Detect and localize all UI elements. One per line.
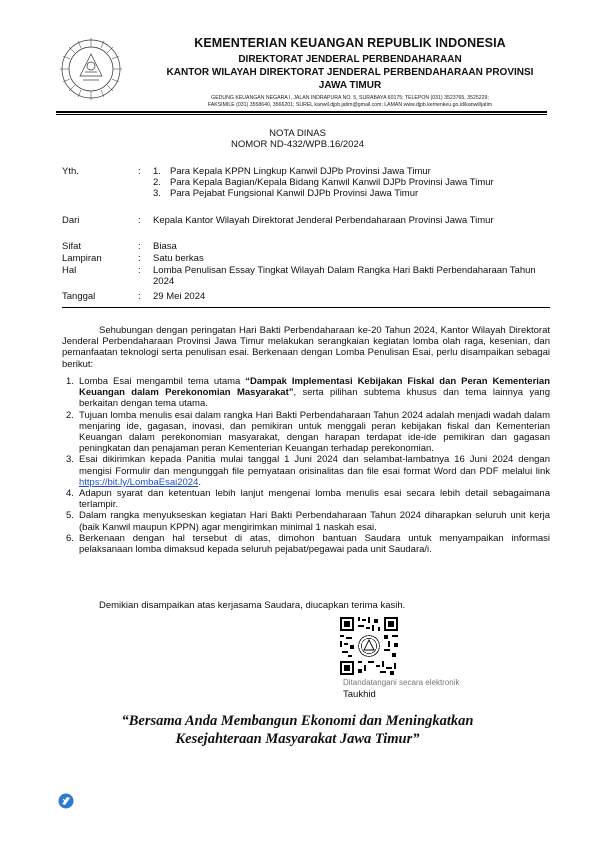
- ministry-emblem-icon: [58, 36, 124, 102]
- signatory-name: Taukhid: [343, 689, 376, 700]
- item-text: , serta pilihan subtema khusus dan tema lainnya yang berkaitan dengan tema utama.: [79, 387, 550, 410]
- item-text: Tujuan lomba menulis esai dalam rangka Hari Bakti Perbendaharaan Tahun 2024 adalah menjadi wadah dalam menjaring ide, gagasan, inovasi, dan pemikiran untuk menggali peran kebijakan fiskal dan Kementerian Keuangan dalam perekonomian masyarakat, dengan harapan terdapat ide-ide pemikiran dan gagasan peningkatan dan penajaman peran Kementerian Keuangan terhadap perekonomian.: [79, 409, 550, 455]
- tanggal-label: Tanggal: [62, 291, 96, 302]
- list-number: 2.: [66, 409, 74, 421]
- list-item: [62, 410, 550, 455]
- office-name-line2: JAWA TIMUR: [318, 80, 382, 91]
- list-item: [62, 376, 550, 410]
- directorate-name: DIREKTORAT JENDERAL PERBENDAHARAAN: [238, 54, 462, 65]
- item-text: .: [198, 476, 201, 488]
- date-value: 29 Mei 2024: [153, 291, 206, 302]
- list-number: 1.: [66, 376, 74, 387]
- office-name-line1: KANTOR WILAYAH DIREKTORAT JENDERAL PERBENDAHARAAN PROVINSI: [166, 67, 534, 78]
- header-divider-thin: [56, 114, 547, 115]
- list-item: [62, 454, 550, 488]
- address-line2: FAKSIMILE (031) 3558640, 3566201; SUREL kanwil.djpb.jatim@gmail.com; LAMAN www.djpb.kemenkeu.go.id/kanwil/jatim: [207, 102, 493, 108]
- submission-link[interactable]: https://bit.ly/LombaEsai2024: [79, 476, 199, 488]
- sifat-label: Sifat: [62, 241, 82, 252]
- list-item: [62, 533, 550, 555]
- motto-line1: “Bersama Anda Membangun Ekonomi dan Meningkatkan: [121, 713, 474, 729]
- item-text: Berkenaan dengan hal tersebut di atas, dimohon bantuan Saudara untuk menyampaikan informasi pelaksanaan lomba dimaksud kepada seluruh pejabat/pegawai pada unit Saudara/i.: [79, 532, 550, 556]
- ministry-name: KEMENTERIAN KEUANGAN REPUBLIK INDONESIA: [194, 36, 506, 50]
- dari-label: Dari: [62, 215, 80, 226]
- list-number: 3.: [66, 454, 74, 466]
- subject-value: Lomba Penulisan Essay Tingkat Wilayah Dalam Rangka Hari Bakti Perbendaharaan Tahun 2024: [153, 265, 536, 287]
- recipient-item: [153, 177, 548, 188]
- document-badge-icon: [58, 793, 74, 809]
- recipient-item: [153, 166, 548, 177]
- intro-paragraph: Sehubungan dengan peringatan Hari Bakti Perbendaharaan ke-20 Tahun 2024, Kantor Wilayah Direktorat Jenderal Perbendaharaan Provinsi Jawa Timur melakukan serangkaian kegiatan lomba olah raga, kesenian, dan pemanfaatan teknologi serta penulisan esai. Berkenaan dengan Lomba Penulisan Esai, perlu disampaikan sebagai berikut:: [62, 325, 550, 370]
- lampiran-value: Satu berkas: [153, 253, 204, 264]
- item-text: Esai dikirimkan kepada Panitia mulai tanggal 1 Juni 2024 dan selambat-lambatnya 16 Juni 2024 dengan mengisi Formulir dan mengunggah file pernyataan orisinalitas dan file esai format Word dan PDF melalui link: [79, 454, 550, 477]
- yth-label: Yth.: [62, 166, 79, 177]
- e-signature-note: Ditandatangani secara elektronik: [343, 678, 460, 687]
- motto-line2: Kesejahteraan Masyarakat Jawa Timur”: [175, 731, 420, 747]
- item-text: Lomba Esai mengambil tema utama: [79, 376, 246, 387]
- list-item: [62, 510, 550, 532]
- theme-text: “Dampak Implementasi Kebijakan Fiskal dan Peran Kementerian Keuangan dalam Perekonomian Masyarakat”: [79, 376, 550, 399]
- colon: :: [138, 215, 141, 226]
- recipient-item: [153, 188, 548, 199]
- hal-label: Hal: [62, 265, 77, 276]
- document-number: NOMOR ND-432/WPB.16/2024: [230, 139, 365, 150]
- recipient-list: [153, 166, 548, 199]
- list-number: 2.: [153, 177, 161, 188]
- document-type: NOTA DINAS: [269, 128, 326, 139]
- list-number: 4.: [66, 488, 74, 500]
- colon: :: [138, 265, 141, 276]
- lampiran-label: Lampiran: [62, 253, 102, 264]
- numbered-list: [62, 376, 550, 555]
- address-line1: GEDUNG KEUANGAN NEGARA I, JALAN INDRAPURA NO. 5, SURABAYA 60175; TELEPON (031) 3523765, 3525229;: [211, 95, 489, 101]
- colon: :: [138, 253, 141, 264]
- header-divider-thick: [56, 111, 547, 113]
- list-item: [62, 488, 550, 510]
- recipient-text: Para Kepala Bagian/Kepala Bidang Kanwil Kanwil DJPb Provinsi Jawa Timur: [170, 177, 494, 188]
- meta-divider: [62, 307, 550, 308]
- item-text: Dalam rangka menyukseskan kegiatan Hari Bakti Perbendaharaan Tahun 2024 diharapkan seluruh unit kerja (baik Kanwil maupun KPPN) agar mengirimkan minimal 1 naskah esai.: [79, 510, 550, 533]
- item-text: Adapun syarat dan ketentuan lebih lanjut mengenai lomba menulis esai secara lebih detail sebagaimana terlampir.: [79, 488, 550, 511]
- list-number: 1.: [153, 166, 161, 177]
- list-number: 6.: [66, 532, 74, 544]
- colon: :: [138, 291, 141, 302]
- list-number: 3.: [153, 188, 161, 199]
- recipient-text: Para Kepala KPPN Lingkup Kanwil DJPb Provinsi Jawa Timur: [170, 166, 431, 177]
- colon: :: [138, 166, 141, 177]
- qr-code-icon: [340, 617, 398, 675]
- sifat-value: Biasa: [153, 241, 177, 252]
- closing-paragraph: Demikian disampaikan atas kerjasama Saudara, diucapkan terima kasih.: [99, 600, 406, 611]
- recipient-text: Para Pejabat Fungsional Kanwil DJPb Provinsi Jawa Timur: [170, 188, 419, 199]
- list-number: 5.: [66, 510, 74, 522]
- colon: :: [138, 241, 141, 252]
- sender-value: Kepala Kantor Wilayah Direktorat Jenderal Perbendaharaan Provinsi Jawa Timur: [153, 215, 494, 226]
